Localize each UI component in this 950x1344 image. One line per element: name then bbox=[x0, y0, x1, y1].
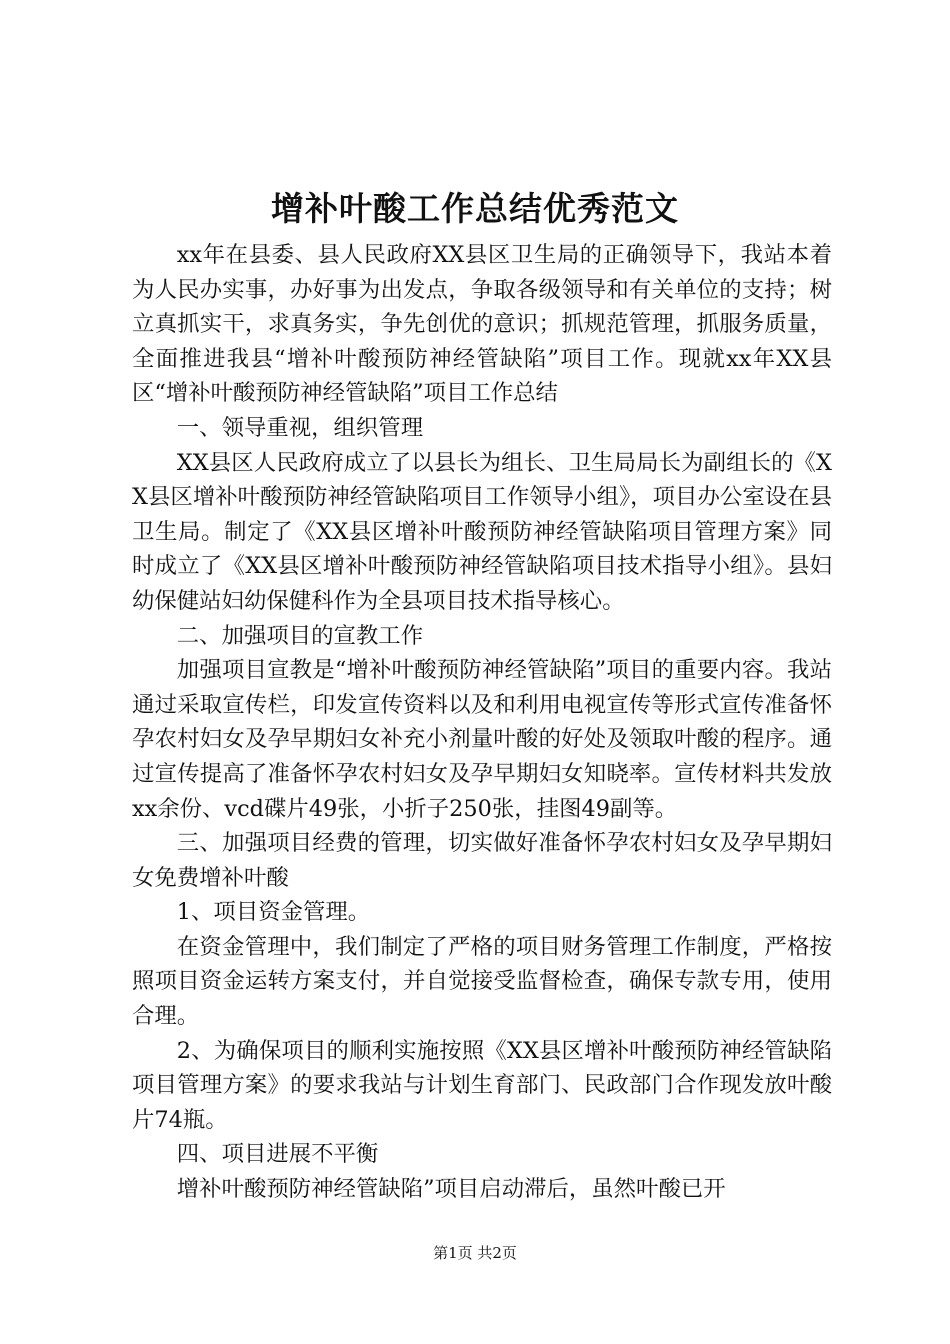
document-body bbox=[132, 238, 832, 1207]
document-title: 增补叶酸工作总结优秀范文 bbox=[271, 189, 679, 228]
paragraph-intro: xx年在县委、县人民政府XX县区卫生局的正确领导下，我站本着为人民办实事，办好事为出发点，争取各级领导和有关单位的支持；树立真抓实干，求真务实，争先创优的意识；抓规范管理，抓服务质量，全面推进我县“增补叶酸预防神经管缺陷”项目工作。现就xx年XX县区“增补叶酸预防神经管缺陷”项目工作总结 bbox=[132, 242, 832, 407]
paragraph-funds: 在资金管理中，我们制定了严格的项目财务管理工作制度，严格按照项目资金运转方案支付，并自觉接受监督检查，确保专款专用，使用合理。 bbox=[132, 933, 832, 1030]
paragraph-progress: 增补叶酸预防神经管缺陷”项目启动滞后，虽然叶酸已开 bbox=[176, 1176, 726, 1203]
section-heading-1: 一、领导重视，组织管理 bbox=[176, 414, 424, 441]
page-footer: 第1页 共2页 bbox=[433, 1244, 517, 1262]
section-heading-3: 三、加强项目经费的管理，切实做好准备怀孕农村妇女及孕早期妇女免费增补叶酸 bbox=[132, 830, 832, 891]
subheading-funds: 1、项目资金管理。 bbox=[176, 899, 371, 926]
paragraph-distribution: 2、为确保项目的顺利实施按照《XX县区增补叶酸预防神经管缺陷项目管理方案》的要求我站与计划生育部门、民政部门合作现发放叶酸片74瓶。 bbox=[132, 1037, 832, 1133]
paragraph-publicity: 加强项目宣教是“增补叶酸预防神经管缺陷”项目的重要内容。我站通过采取宣传栏，印发宣传资料以及和利用电视宣传等形式宣传准备怀孕农村妇女及孕早期妇女补充小剂量叶酸的好处及领取叶酸的程序。通过宣传提高了准备怀孕农村妇女及孕早期妇女知晓率。宣传材料共发放xx余份、vcd碟片49张，小折子250张，挂图49副等。 bbox=[132, 657, 832, 822]
section-heading-2: 二、加强项目的宣教工作 bbox=[176, 622, 424, 649]
section-heading-4: 四、项目进展不平衡 bbox=[176, 1141, 379, 1168]
paragraph-leadership: XX县区人民政府成立了以县长为组长、卫生局局长为副组长的《XX县区增补叶酸预防神经管缺陷项目工作领导小组》，项目办公室设在县卫生局。制定了《XX县区增补叶酸预防神经管缺陷项目管理方案》同时成立了《XX县区增补叶酸预防神经管缺陷项目技术指导小组》。县妇幼保健站妇幼保健科作为全县项目技术指导核心。 bbox=[132, 449, 832, 614]
